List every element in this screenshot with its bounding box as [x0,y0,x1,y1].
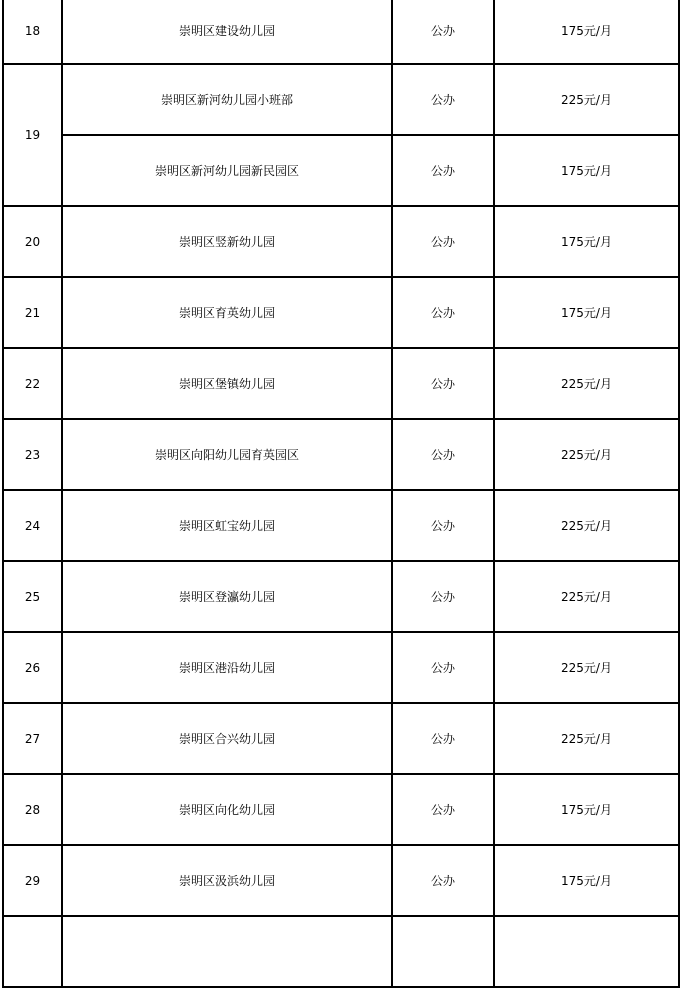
monthly-fee: 225元/月 [494,419,679,490]
table-row [3,206,679,277]
row-number: 29 [3,845,62,916]
school-type: 公办 [392,703,494,774]
monthly-fee: 175元/月 [494,845,679,916]
kindergarten-fee-table [2,0,680,988]
table-row [3,64,679,135]
row-number: 26 [3,632,62,703]
monthly-fee: 175元/月 [494,277,679,348]
row-number: 24 [3,490,62,561]
table-row [3,845,679,916]
kindergarten-name: 崇明区向阳幼儿园育英园区 [62,419,392,490]
table-row [3,774,679,845]
table-row [3,703,679,774]
kindergarten-name: 崇明区堡镇幼儿园 [62,348,392,419]
kindergarten-name: 崇明区港沿幼儿园 [62,632,392,703]
monthly-fee: 225元/月 [494,561,679,632]
table-row [3,135,679,206]
row-number: 20 [3,206,62,277]
monthly-fee: 225元/月 [494,703,679,774]
table-row [3,0,679,64]
school-type: 公办 [392,845,494,916]
monthly-fee: 225元/月 [494,490,679,561]
kindergarten-name: 崇明区建设幼儿园 [62,0,392,64]
kindergarten-name: 崇明区虹宝幼儿园 [62,490,392,561]
row-number: 23 [3,419,62,490]
kindergarten-fee-table-container [2,0,678,988]
kindergarten-name: 崇明区合兴幼儿园 [62,703,392,774]
school-type: 公办 [392,561,494,632]
school-type: 公办 [392,774,494,845]
school-type: 公办 [392,632,494,703]
monthly-fee: 175元/月 [494,206,679,277]
kindergarten-name: 崇明区新河幼儿园新民园区 [62,135,392,206]
row-number: 22 [3,348,62,419]
table-row [3,632,679,703]
row-number: 19 [3,64,62,206]
table-row [3,348,679,419]
monthly-fee: 175元/月 [494,0,679,64]
row-number: 18 [3,0,62,64]
school-type: 公办 [392,64,494,135]
monthly-fee: 175元/月 [494,774,679,845]
table-row [3,490,679,561]
kindergarten-name: 崇明区竖新幼儿园 [62,206,392,277]
kindergarten-name: 崇明区登瀛幼儿园 [62,561,392,632]
school-type: 公办 [392,135,494,206]
kindergarten-name: 崇明区新河幼儿园小班部 [62,64,392,135]
kindergarten-name: 崇明区向化幼儿园 [62,774,392,845]
kindergarten-name: 崇明区汲浜幼儿园 [62,845,392,916]
monthly-fee: 175元/月 [494,135,679,206]
table-row [3,561,679,632]
kindergarten-name: 崇明区育英幼儿园 [62,277,392,348]
school-type: 公办 [392,0,494,64]
row-number: 27 [3,703,62,774]
monthly-fee: 225元/月 [494,348,679,419]
row-number: 25 [3,561,62,632]
school-type: 公办 [392,206,494,277]
school-type: 公办 [392,490,494,561]
table-row [3,419,679,490]
school-type: 公办 [392,348,494,419]
row-number: 21 [3,277,62,348]
school-type: 公办 [392,277,494,348]
row-number: 28 [3,774,62,845]
monthly-fee: 225元/月 [494,64,679,135]
school-type: 公办 [392,419,494,490]
monthly-fee: 225元/月 [494,632,679,703]
table-row [3,277,679,348]
